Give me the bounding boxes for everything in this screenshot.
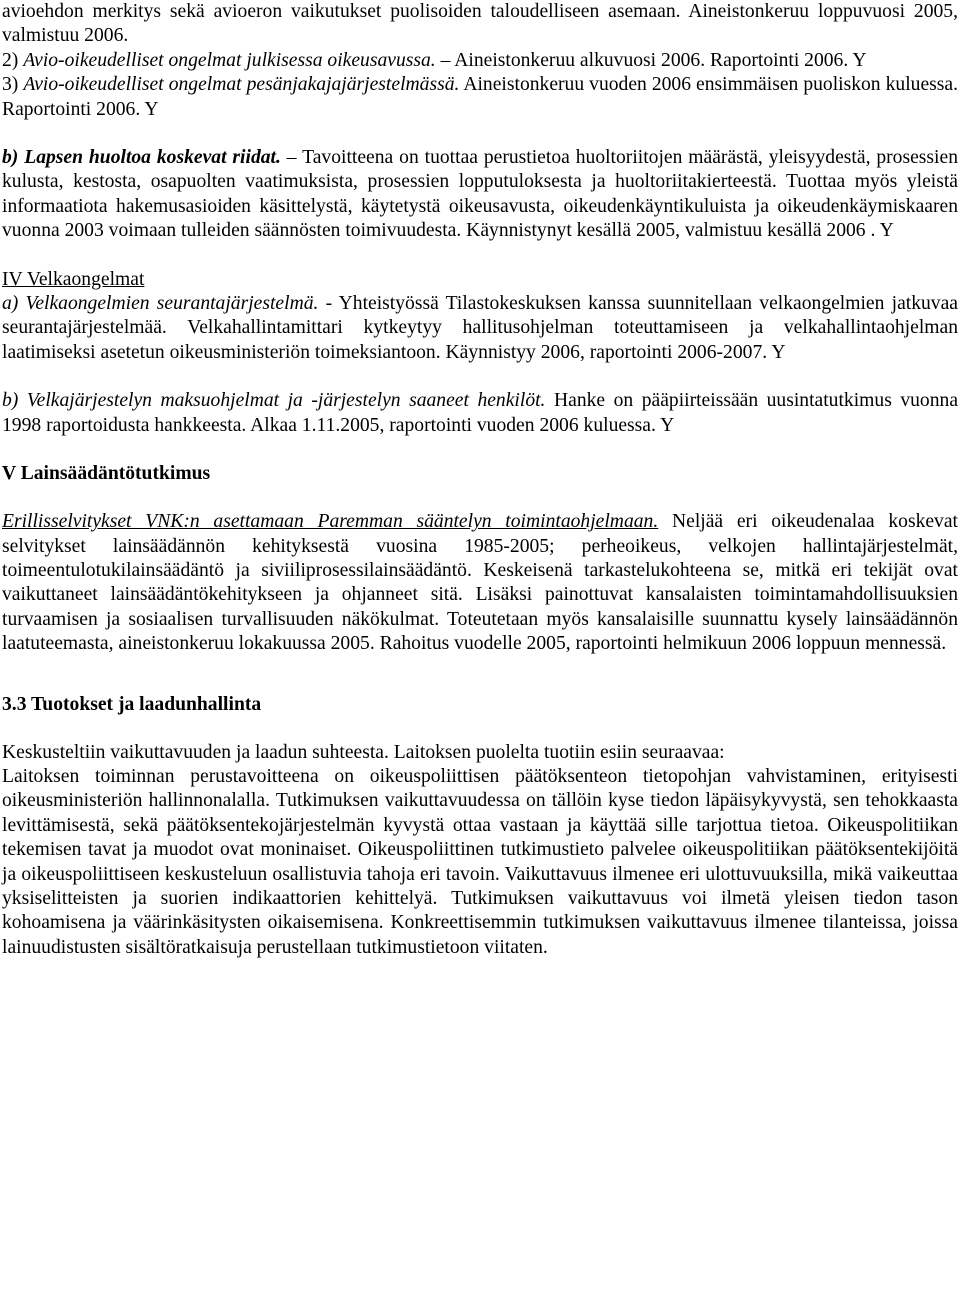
item-title: a) Velkaongelmien seurantajärjestelmä.: [2, 293, 319, 315]
paragraph-debt-monitoring: [2, 292, 958, 365]
item-title: b) Lapsen huoltoa koskevat riidat.: [2, 147, 281, 169]
item-title: b) Velkajärjestelyn maksuohjelmat ja -järjestelyn saaneet henkilöt.: [2, 390, 546, 412]
spacer: [2, 486, 958, 510]
paragraph-outputs-body: Laitoksen toiminnan perustavoitteena on oikeuspoliittisen päätöksenteon tietopohjan vahvistaminen, erityisesti oikeusministeriön hallinnonalalla. Tutkimuksen vaikuttavuudessa on tällöin kyse tiedon läpäisykyvystä, sen tehokkaasta levittämisestä, sekä päätöksentekojärjestelmän kyvystä ottaa vastaan ja käyttää sille tarjottua tietoa. Oikeuspolitiikan tekemisen tavat ja muodot ovat moninaiset. Oikeuspoliittinen tutkimustieto palvelee oikeuspolitiikan päätöksentekijöitä ja oikeuspoliittiseen keskusteluun osallistuvia tahoja eri tavoin. Vaikuttavuus ilmenee eri ulottuvuuksilla, mikä vaikeuttaa yksiselitteisten ja suorien indikaattorien kehittelyä. Tutkimuksen vaikuttavuus voi ilmetä yleisen tiedon tason kohoamisena ja väärinkäsitysten oikaisemisena. Konkreettisemmin tutkimuksen vaikuttavuus ilmenee tilanteissa, joissa lainuudistusten sisältöratkaisuja perustellaan tutkimustietoon viitaten.: [2, 765, 958, 958]
item-title: Erillisselvitykset VNK:n asettamaan Paremman sääntelyn toimintaohjelmaan.: [2, 511, 659, 533]
paragraph-top-2: [2, 49, 958, 73]
section-heading-debt: IV Velkaongelmat: [2, 268, 145, 290]
item-text: – Aineistonkeruu alkuvuosi 2006. Raportointi 2006. Y: [435, 49, 867, 71]
paragraph-debt-arrangement: [2, 389, 958, 438]
item-text: - Yhteistyössä Tilastokeskuksen kanssa suunnitellaan velkaongelmien jatkuvaa seurantajärjestelmää. Velkahallintamittari kytkeytyy hallitusohjelman toteuttamiseen ja velkahallintaohjelman laatimiseksi asetetun oikeusministeriön toimeksiantoon. Käynnistyy 2006, raportointi 2006-2007. Y: [2, 293, 958, 363]
paragraph-custody-disputes: [2, 146, 958, 244]
item-title: Avio-oikeudelliset ongelmat pesänjakajajärjestelmässä.: [23, 74, 460, 96]
paragraph-outputs-intro: Keskusteltiin vaikuttavuuden ja laadun suhteesta. Laitoksen puolelta tuotiin esiin seuraavaa:: [2, 741, 725, 763]
spacer: [2, 365, 958, 389]
list-number: 3): [2, 74, 24, 96]
item-text: Aineistonkeruu vuoden 2006 ensimmäisen puoliskon kuluessa. Raportointi 2006. Y: [2, 74, 958, 120]
section-heading-outputs: 3.3 Tuotokset ja laadunhallinta: [2, 693, 262, 715]
section-heading-legislation: V Lainsäädäntötutkimus: [2, 463, 211, 485]
spacer: [2, 657, 958, 693]
spacer: [2, 438, 958, 462]
paragraph-top-3: [2, 73, 958, 122]
item-text: – Tavoitteena on tuottaa perustietoa huoltoriitojen määrästä, yleisyydestä, prosessien kulusta, kestosta, osapuolten vaatimuksista, prosessien lopputuloksesta ja huoltoriitakierteestä. Tuottaa myös yleistä informaatiota hakemusasioiden käsittelystä, käytetystä oikeusavusta, oikeudenkäyntikuluista ja oikeudenkäymiskaaren vuonna 2003 voimaan tulleiden säännösten toimivuudesta. Käynnistynyt kesällä 2005, valmistuu kesällä 2006 . Y: [2, 147, 958, 242]
spacer: [2, 244, 958, 268]
item-title: Avio-oikeudelliset ongelmat julkisessa oikeusavussa.: [23, 49, 436, 71]
item-text: Neljää eri oikeudenalaa koskevat selvitykset lainsäädännön kehityksestä vuosina 1985-2005; perheoikeus, velkojen hallintajärjestelmät, toimeentulotukilainsäädäntö ja siviiliprosessilainsäädäntö. Keskeisenä tarkastelukohteena se, mitkä eri tekijät ovat vaikuttaneet lainsäädäntökehitykseen ja ohjanneet sitä. Lisäksi painottuvat kansalaisten toimintamahdollisuuksien turvaamisen ja sosiaalisen turvallisuuden näkökulmat. Toteutetaan myös kansalaisille suunnattu kysely lainsäädännön laatuteemasta, aineistonkeruu lokakuussa 2005. Rahoitus vuodelle 2005, raportointi helmikuun 2006 loppuun mennessä.: [2, 511, 958, 655]
item-text: Hanke on pääpiirteissään uusintatutkimus vuonna 1998 raportoidusta hankkeesta. Alkaa 1.11.2005, raportointi vuoden 2006 kuluessa. Y: [2, 390, 959, 436]
spacer: [2, 122, 958, 146]
spacer: [2, 717, 958, 741]
paragraph-legislation: [2, 510, 958, 656]
paragraph-text: avioehdon merkitys sekä avioeron vaikutukset puolisoiden taloudelliseen asemaan. Aineistonkeruu loppuvuosi 2005, valmistuu 2006.: [2, 1, 958, 47]
paragraph-top-1: [2, 0, 958, 49]
list-number: 2): [2, 49, 24, 71]
document-page: [2, 0, 958, 960]
